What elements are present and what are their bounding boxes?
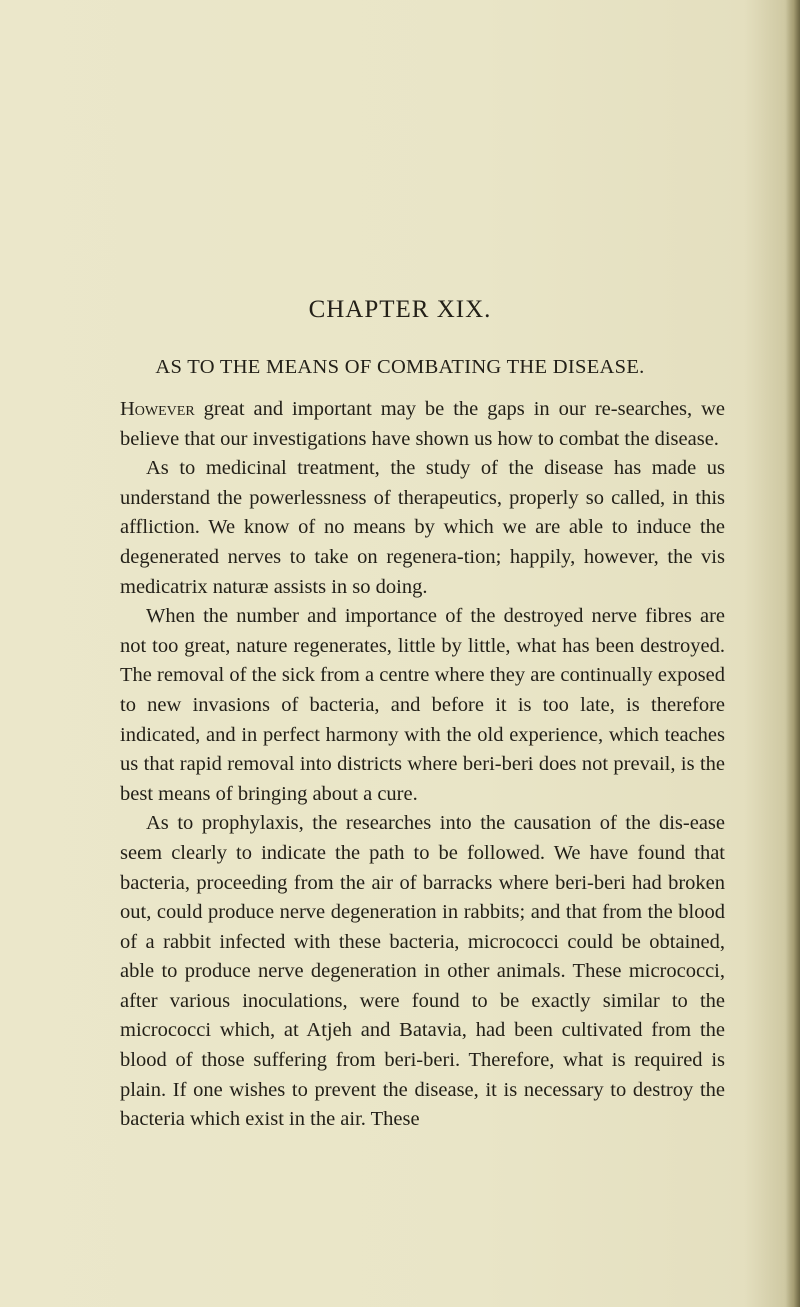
paragraph-1-text: great and important may be the gaps in our re-searches, we believe that our investigations have shown us how to combat the disease. [120,398,725,450]
paragraph-1-lead-word: However [120,398,195,420]
chapter-heading: CHAPTER XIX. [308,296,492,323]
chapter-subtitle: AS TO THE MEANS OF COMBATING THE DISEASE. [155,356,645,378]
paragraph-1 [120,395,725,454]
paragraph-4: As to prophylaxis, the researches into the causation of the dis-ease seem clearly to indicate the path to be followed. We have found that bacteria, proceeding from the air of barracks where beri-beri had broken out, could produce nerve degeneration in rabbits; and that from the blood of a rabbit infected with these bacteria, micrococci could be obtained, able to produce nerve degeneration in other animals. These micrococci, after various inoculations, were found to be exactly similar to the micrococci which, at Atjeh and Batavia, had been cultivated from the blood of those suffering from beri-beri. Therefore, what is required is plain. If one wishes to prevent the disease, it is necessary to destroy the bacteria which exist in the air. These [120,812,725,1131]
paragraph-3: When the number and importance of the destroyed nerve fibres are not too great, nature regenerates, little by little, what has been destroyed. The removal of the sick from a centre where they are continually exposed to new invasions of bacteria, and before it is too late, is therefore indicated, and in perfect harmony with the old experience, which teaches us that rapid removal into districts where beri-beri does not prevail, is the best means of bringing about a cure. [120,605,725,805]
body-text [120,395,725,1135]
paragraph-2: As to medicinal treatment, the study of the disease has made us understand the powerlessness of therapeutics, properly so called, in this affliction. We know of no means by which we are able to induce the degenerated nerves to take on regenera-tion; happily, however, the vis medicatrix naturæ assists in so doing. [120,457,725,598]
page-edge-shadow [786,0,800,1307]
